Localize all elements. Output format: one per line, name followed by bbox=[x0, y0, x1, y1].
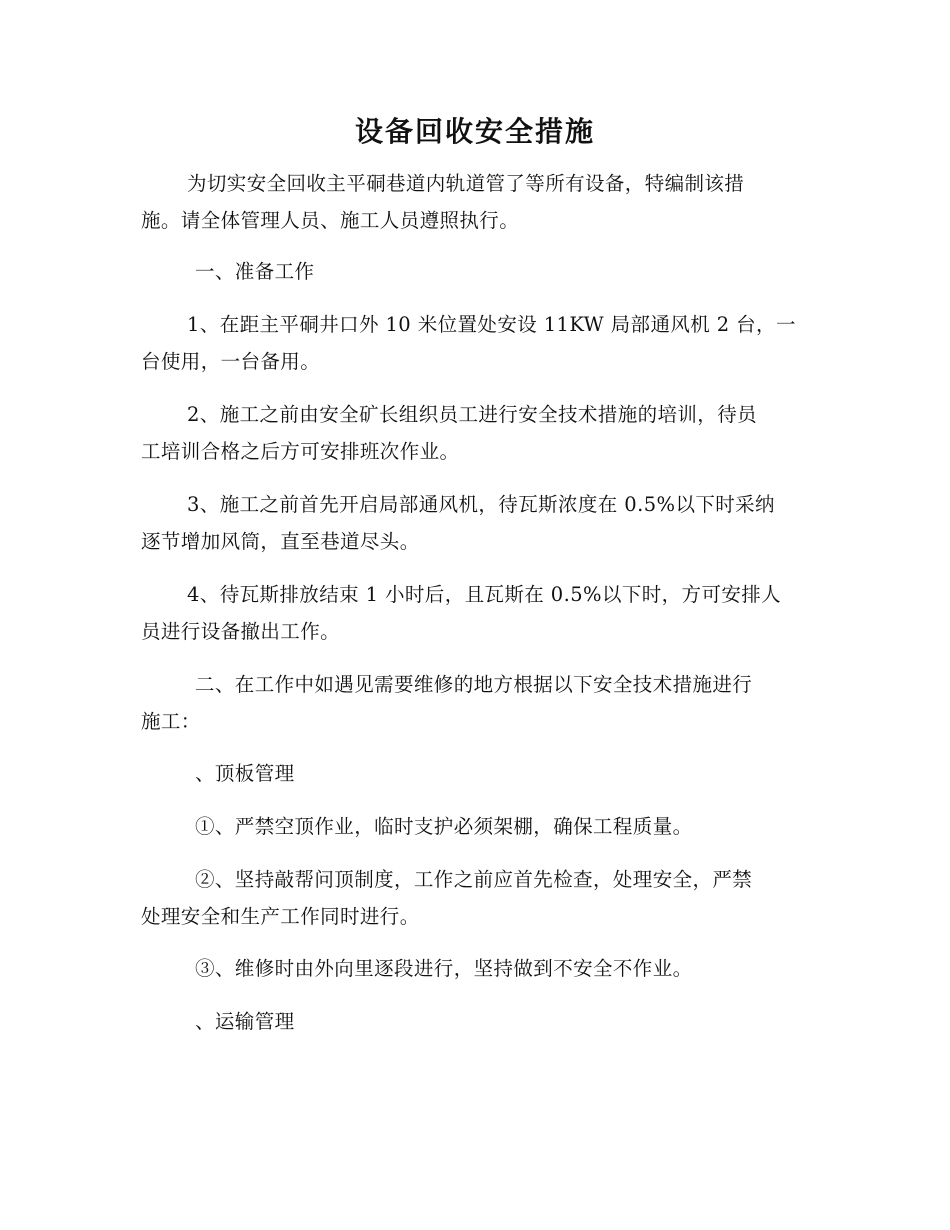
subheading-transport-management bbox=[141, 1003, 809, 1040]
paragraph-line: ②、坚持敲帮问顶制度，工作之前应首先检查，处理安全，严禁 bbox=[195, 868, 753, 891]
paragraph-line: 一、准备工作 bbox=[195, 260, 315, 283]
paragraph-line: 、顶板管理 bbox=[195, 762, 295, 785]
paragraph-line: 3、施工之前首先开启局部通风机，待瓦斯浓度在 0.5%以下时采纳 bbox=[187, 493, 775, 516]
paragraph-line: 逐节增加风筒，直至巷道尽头。 bbox=[141, 530, 420, 553]
paragraph-line: 员进行设备撤出工作。 bbox=[141, 620, 341, 643]
paragraph-line: 1、在距主平硐井口外 10 米位置处安设 11KW 局部通风机 2 台，一 bbox=[187, 313, 796, 336]
paragraph-line: 工培训合格之后方可安排班次作业。 bbox=[141, 440, 460, 463]
paragraph-line: ③、维修时由外向里逐段进行，坚持做到不安全不作业。 bbox=[195, 957, 693, 980]
paragraph-line: 2、施工之前由安全矿长组织员工进行安全技术措施的培训，待员 bbox=[187, 403, 758, 426]
paragraph-item-2 bbox=[141, 396, 809, 470]
paragraph-line: 、运输管理 bbox=[195, 1010, 295, 1033]
paragraph-line: ①、严禁空顶作业，临时支护必须架棚，确保工程质量。 bbox=[195, 815, 693, 838]
paragraph-line: 台使用，一台备用。 bbox=[141, 350, 321, 373]
paragraph-roof-item-3 bbox=[141, 950, 809, 987]
paragraph-roof-item-1 bbox=[141, 808, 809, 845]
paragraph-roof-item-2 bbox=[141, 861, 809, 935]
paragraph-line: 处理安全和生产工作同时进行。 bbox=[141, 905, 420, 928]
paragraph-line: 二、在工作中如遇见需要维修的地方根据以下安全技术措施进行 bbox=[195, 673, 753, 696]
paragraph-item-1 bbox=[141, 306, 809, 380]
section-heading-preparation bbox=[141, 253, 809, 290]
paragraph-line: 4、待瓦斯排放结束 1 小时后，且瓦斯在 0.5%以下时，方可安排人 bbox=[187, 583, 782, 606]
paragraph-line: 施工： bbox=[141, 710, 201, 733]
subheading-roof-management bbox=[141, 755, 809, 792]
section-heading-maintenance bbox=[141, 666, 809, 740]
paragraph-line: 为切实安全回收主平硐巷道内轨道管了等所有设备，特编制该措 bbox=[187, 172, 745, 195]
paragraph-item-3 bbox=[141, 486, 809, 560]
paragraph-item-4 bbox=[141, 576, 809, 650]
document-title: 设备回收安全措施 bbox=[354, 115, 595, 148]
paragraph-line: 施。请全体管理人员、施工人员遵照执行。 bbox=[141, 209, 520, 232]
paragraph-intro bbox=[141, 165, 809, 239]
